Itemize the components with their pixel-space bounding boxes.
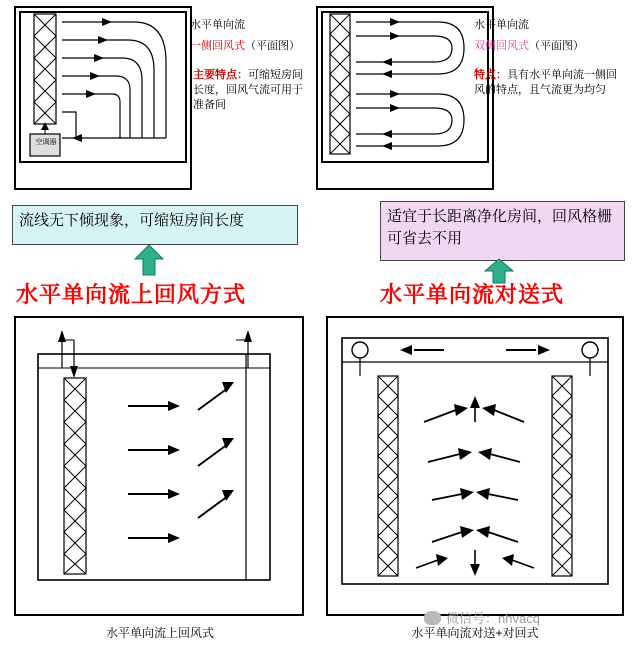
top-left-title: 水平单向流: [190, 19, 245, 31]
top-left-feature-text: 可缩短房间长度，回风气流可用于准备间: [193, 69, 303, 111]
wechat-icon: [424, 611, 441, 625]
diagram-bottom-left-upper-return: [14, 316, 304, 616]
section-title-right: 水平单向流对送式: [380, 282, 565, 307]
diagram-top-left-one-side-return: [14, 6, 192, 190]
top-left-diagram-svg: [16, 8, 190, 188]
top-right-subtitle-colored: 双侧回风式: [474, 40, 529, 52]
diagram-top-right-two-side-return: [316, 6, 494, 190]
top-left-subtitle-colored: 一侧回风式: [190, 40, 245, 52]
top-right-subtitle-rest: （平面图）: [529, 40, 584, 52]
top-left-subtitle-rest: （平面图）: [245, 40, 300, 52]
highlight-box-right: 适宜于长距离净化房间，回风格栅可省去不用: [380, 201, 625, 261]
top-right-title: 水平单向流: [474, 19, 529, 31]
top-right-feature-text: 具有水平单向流一侧回风的特点，且气流更为均匀: [474, 69, 617, 96]
top-left-annotation: [190, 18, 308, 54]
highlight-box-left: 流线无下倾现象，可缩短房间长度: [12, 205, 298, 245]
top-right-feature-label: 特点：: [474, 69, 507, 81]
diagram-bottom-right-opposed-supply: [326, 316, 624, 616]
watermark: [424, 608, 540, 627]
bottom-left-diagram-svg: [16, 318, 302, 614]
section-title-left: 水平单向流上回风方式: [16, 282, 247, 307]
watermark-text: 微信号：nhvacq: [446, 611, 540, 626]
caption-bottom-right: 水平单向流对送+对回式: [411, 626, 539, 640]
top-right-feature: [474, 68, 624, 98]
equipment-label: 空调器: [35, 139, 57, 146]
bottom-right-diagram-svg: [328, 318, 622, 614]
top-right-annotation: [474, 18, 594, 54]
top-left-feature: [193, 68, 305, 113]
top-left-feature-label: 主要特点：: [193, 69, 248, 81]
green-arrow-left: [134, 243, 164, 277]
caption-bottom-left: 水平单向流上回风式: [105, 626, 214, 640]
top-right-diagram-svg: [318, 8, 492, 188]
